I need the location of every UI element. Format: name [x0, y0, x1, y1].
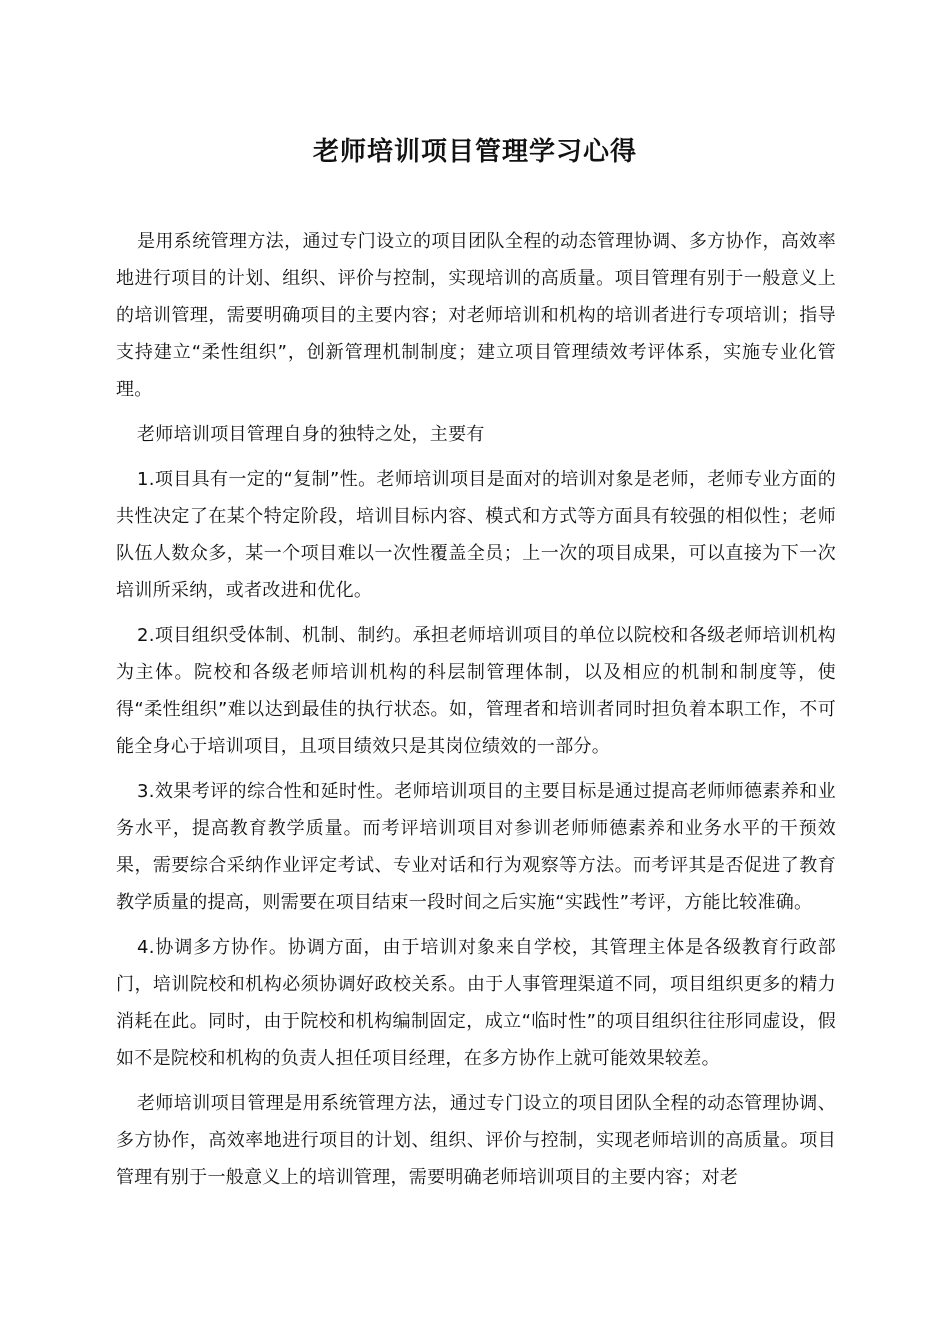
paragraph-point-4: 4.协调多方协作。协调方面，由于培训对象来自学校，其管理主体是各级教育行政部门，培训院校和机构必须协调好政校关系。由于人事管理渠道不同，项目组织更多的精力消耗在此。同时，由于院校和机构编制固定，成立“临时性”的项目组织往往形同虚设，假如不是院校和机构的负责人担任项目经理，在多方协作上就可能效果较差。	[116, 937, 836, 1069]
document-body	[116, 223, 836, 1204]
paragraph-intro: 是用系统管理方法，通过专门设立的项目团队全程的动态管理协调、多方协作，高效率地进行项目的计划、组织、评价与控制，实现培训的高质量。项目管理有别于一般意义上的培训管理，需要明确项目的主要内容；对老师培训和机构的培训者进行专项培训；指导支持建立“柔性组织”，创新管理机制制度；建立项目管理绩效考评体系，实施专业化管理。	[116, 231, 836, 400]
paragraph-point-3: 3.效果考评的综合性和延时性。老师培训项目的主要目标是通过提高老师师德素养和业务水平，提高教育教学质量。而考评培训项目对参训老师师德素养和业务水平的干预效果，需要综合采纳作业评定考试、专业对话和行为观察等方法。而考评其是否促进了教育教学质量的提高，则需要在项目结束一段时间之后实施“实践性”考评，方能比较准确。	[116, 781, 836, 913]
paragraph-features-lead: 老师培训项目管理自身的独特之处，主要有	[137, 424, 485, 445]
paragraph-point-2: 2.项目组织受体制、机制、制约。承担老师培训项目的单位以院校和各级老师培训机构为主体。院校和各级老师培训机构的科层制管理体制，以及相应的机制和制度等，使得“柔性组织”难以达到最佳的执行状态。如，管理者和培训者同时担负着本职工作，不可能全身心于培训项目，且项目绩效只是其岗位绩效的一部分。	[116, 625, 836, 757]
paragraph-point-1: 1.项目具有一定的“复制”性。老师培训项目是面对的培训对象是老师，老师专业方面的共性决定了在某个特定阶段，培训目标内容、模式和方式等方面具有较强的相似性；老师队伍人数众多，某一个项目难以一次性覆盖全员；上一次的项目成果，可以直接为下一次培训所采纳，或者改进和优化。	[116, 469, 836, 601]
document-title: 老师培训项目管理学习心得	[312, 137, 637, 167]
paragraph-summary: 老师培训项目管理是用系统管理方法，通过专门设立的项目团队全程的动态管理协调、多方协作，高效率地进行项目的计划、组织、评价与控制，实现老师培训的高质量。项目管理有别于一般意义上的培训管理，需要明确老师培训项目的主要内容；对老	[116, 1093, 836, 1188]
